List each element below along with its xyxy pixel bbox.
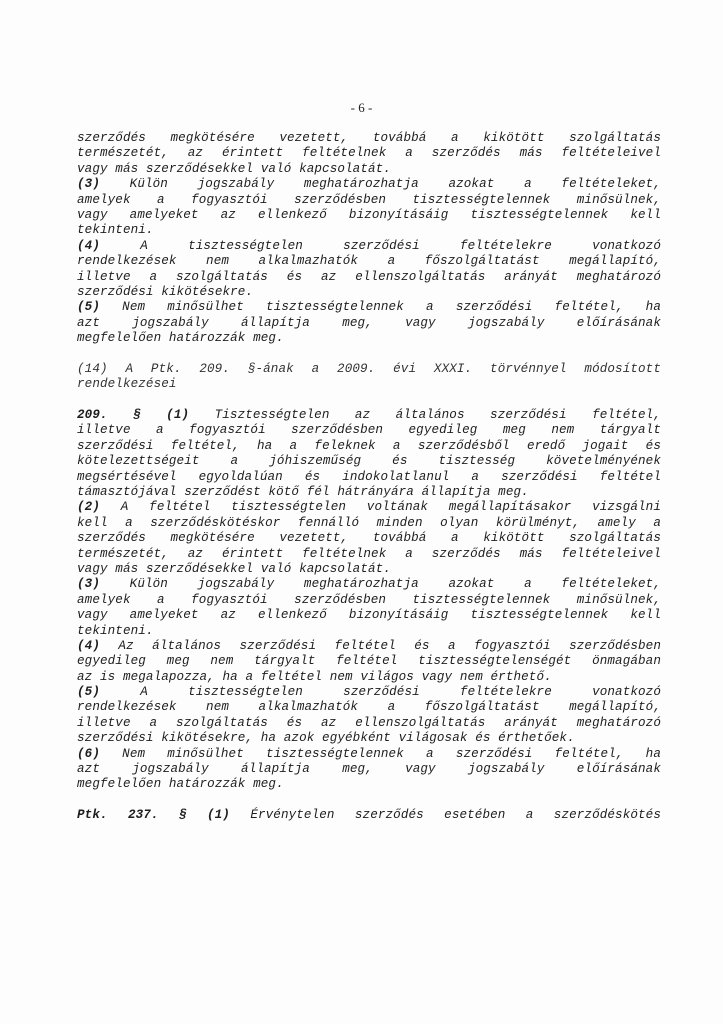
text-line: amelyek a fogyasztói szerződésben tisztességtelennek minősülnek,: [77, 592, 661, 607]
text-line: 209. § (1) Tisztességtelen az általános szerződési feltétel,: [77, 408, 661, 423]
text-line: tekinteni.: [77, 623, 154, 638]
text-line: illetve a szolgáltatás és az ellenszolgáltatás arányát meghatározó: [77, 715, 661, 730]
continuation-paragraph: [77, 131, 661, 177]
section-209-paragraph-5: [77, 685, 661, 747]
text-line: illetve a fogyasztói szerződésben egyedileg meg nem tárgyalt: [77, 423, 661, 438]
text-line: (5) Nem minősülhet tisztességtelennek a szerződési feltétel, ha: [77, 300, 661, 315]
paragraph-number: (5): [77, 685, 100, 700]
text-line: megsértésével egyoldalúan és indokolatlanul a szerződési feltétel: [77, 469, 661, 484]
text-line: kell a szerződéskötéskor fennálló minden olyan körülményt, amely a: [77, 515, 661, 530]
text-line: szerződés megkötésére vezetett, továbbá a kikötött szolgáltatás: [77, 131, 661, 145]
text-line: szerződési feltétel, ha a feleknek a szerződésből eredő jogait és: [77, 438, 661, 453]
text-line: vagy más szerződésekkel való kapcsolatát.: [77, 561, 391, 576]
text-line: (5) A tisztességtelen szerződési feltételekre vonatkozó: [77, 685, 661, 700]
section-237-paragraph-1: [77, 808, 661, 823]
text-line: vagy más szerződésekkel való kapcsolatát.: [77, 161, 391, 176]
text-line: illetve a szolgáltatás és az ellenszolgáltatás arányát meghatározó: [77, 269, 661, 284]
text-line: kötelezettségeit a jóhiszeműség és tisztesség követelményének: [77, 454, 661, 469]
text-line: (14) A Ptk. 209. §-ának a 2009. évi XXXI. törvénnyel módosított: [77, 361, 661, 376]
blank-line: [77, 393, 661, 408]
section-209-paragraph-3: [77, 577, 661, 639]
text-line: (4) A tisztességtelen szerződési feltételekre vonatkozó: [77, 238, 661, 253]
text-line: rendelkezések nem alkalmazhatók a főszolgáltatást megállapító,: [77, 700, 661, 715]
text-line: rendelkezései: [77, 377, 177, 392]
paragraph-number: (2): [77, 500, 100, 515]
text-line: (4) Az általános szerződési feltétel és a fogyasztói szerződésben: [77, 638, 661, 653]
paragraph-number: (3): [77, 177, 100, 192]
paragraph-4: [77, 239, 661, 301]
text-line: Ptk. 237. § (1) Érvénytelen szerződés esetében a szerződéskötés: [77, 808, 661, 823]
text-line: azt jogszabály állapítja meg, vagy jogszabály előírásának: [77, 762, 661, 777]
text-line: támasztójával szerződést kötő fél hátrányára állapítja meg.: [77, 484, 529, 499]
text-line: vagy amelyeket az ellenkező bizonyításáig tisztességtelennek kell: [77, 608, 661, 623]
text-line: rendelkezések nem alkalmazhatók a főszolgáltatást megállapító,: [77, 254, 661, 269]
paragraph-number: (4): [77, 638, 100, 653]
text-line: vagy amelyeket az ellenkező bizonyításáig tisztességtelennek kell: [77, 207, 661, 222]
text-line: amelyek a fogyasztói szerződésben tisztességtelennek minősülnek,: [77, 192, 661, 207]
amendment-note: [77, 362, 661, 393]
paragraph-number: (3): [77, 577, 100, 592]
text-line: szerződési kikötésekre.: [77, 284, 254, 299]
text-line: megfelelően határozzák meg.: [77, 777, 284, 792]
text-line: természetét, az érintett feltételnek a szerződés más feltételeivel: [77, 546, 661, 561]
text-line: tekinteni.: [77, 223, 154, 238]
text-line: az is megalapozza, ha a feltétel nem világos vagy nem érthető.: [77, 669, 552, 684]
section-heading: Ptk. 237. § (1): [77, 808, 230, 823]
text-line: egyedileg meg nem tárgyalt feltétel tisztességtelenségét önmagában: [77, 654, 661, 669]
page-number: - 6 -: [350, 100, 373, 115]
paragraph-number: (4): [77, 238, 100, 253]
text-line: (3) Külön jogszabály meghatározhatja azokat a feltételeket,: [77, 177, 661, 192]
text-line: szerződés megkötésére vezetett, továbbá a kikötött szolgáltatás: [77, 531, 661, 546]
section-209-paragraph-2: [77, 500, 661, 577]
section-209-paragraph-4: [77, 639, 661, 685]
document-body: [77, 131, 661, 824]
paragraph-3: [77, 177, 661, 239]
blank-line: [77, 346, 661, 361]
paragraph-number: (5): [77, 300, 100, 315]
section-209-paragraph-6: [77, 747, 661, 793]
text-line: szerződési kikötésekre, ha azok egyébként világosak és érthetőek.: [77, 731, 575, 746]
text-line: azt jogszabály állapítja meg, vagy jogszabály előírásának: [77, 315, 661, 330]
text-line: (6) Nem minősülhet tisztességtelennek a szerződési feltétel, ha: [77, 746, 661, 761]
text-line: (3) Külön jogszabály meghatározhatja azokat a feltételeket,: [77, 577, 661, 592]
section-209-paragraph-1: [77, 408, 661, 500]
paragraph-5: [77, 300, 661, 346]
paragraph-number: (6): [77, 746, 100, 761]
blank-line: [77, 793, 661, 808]
text-line: (2) A feltétel tisztességtelen voltának megállapításakor vizsgálni: [77, 500, 661, 515]
text-line: természetét, az érintett feltételnek a szerződés más feltételeivel: [77, 146, 661, 161]
section-heading: 209. § (1): [77, 408, 190, 423]
text-line: megfelelően határozzák meg.: [77, 331, 284, 346]
